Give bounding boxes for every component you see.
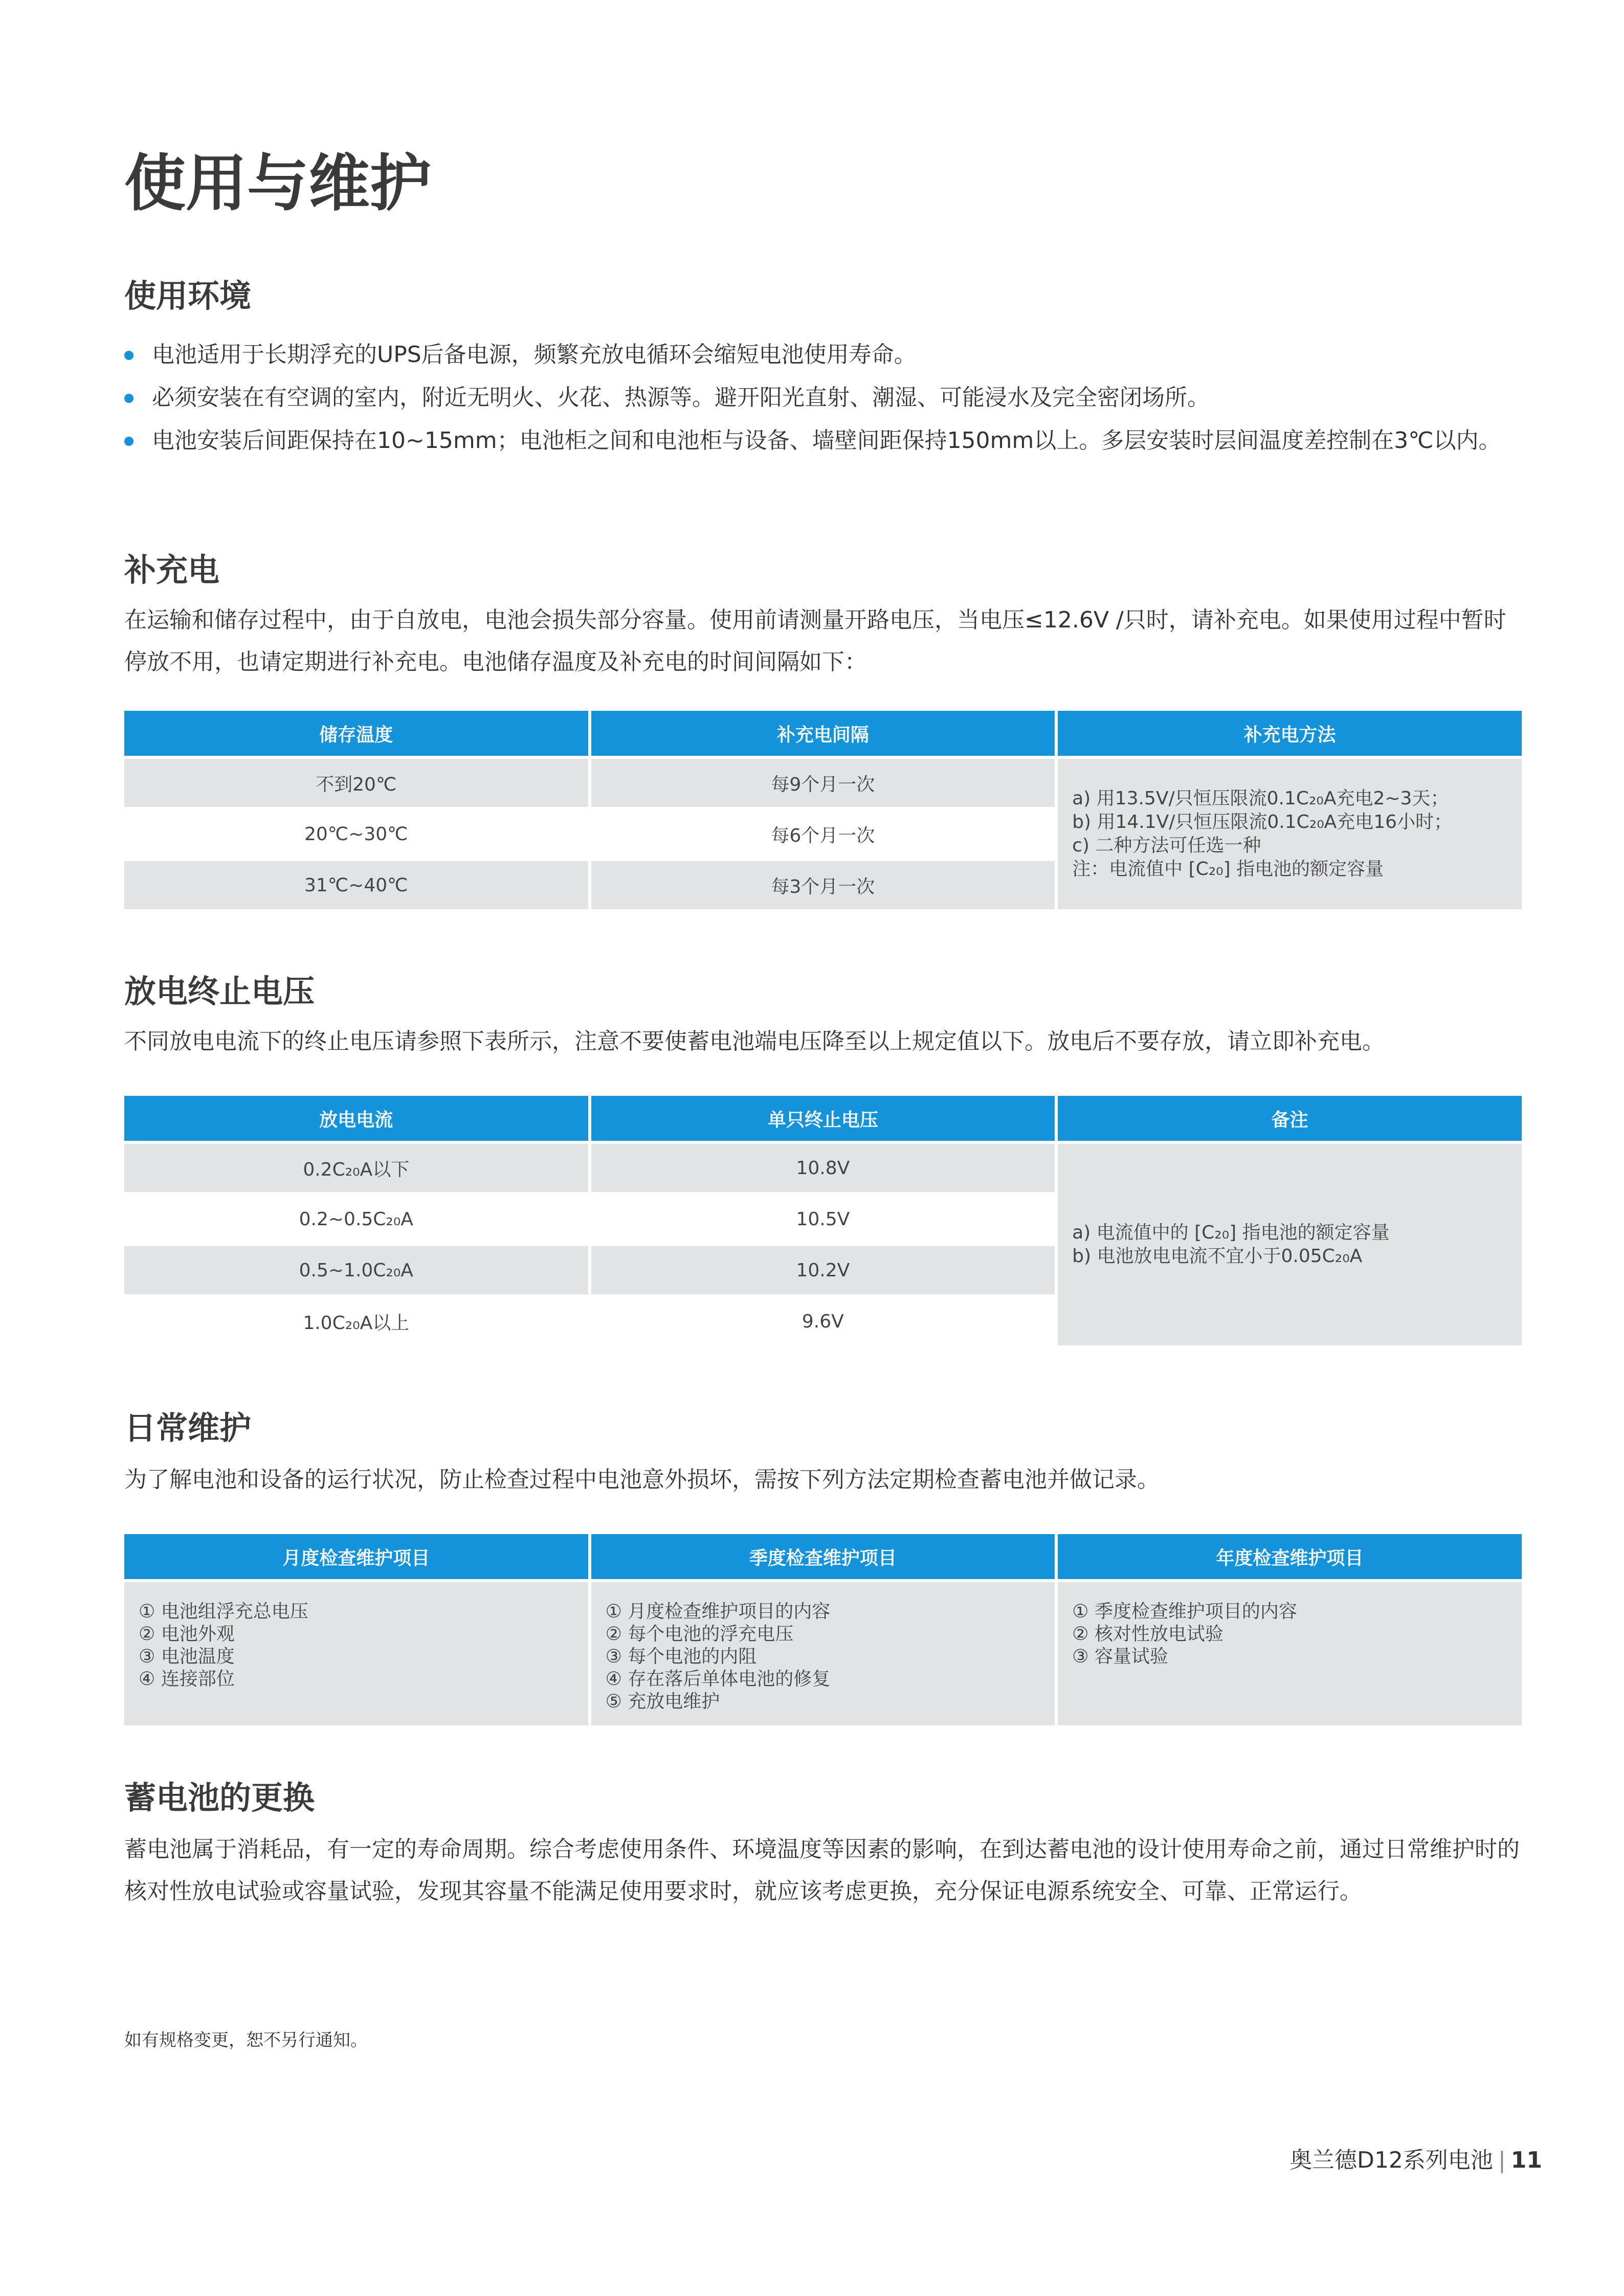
table-row	[124, 759, 1522, 810]
list-item: ④ 存在落后单体电池的修复	[605, 1669, 831, 1690]
quarterly-items-cell	[591, 1582, 1055, 1728]
charge-table	[121, 711, 1525, 912]
section-heading-replace: 蓄电池的更换	[124, 1779, 315, 1816]
list-item: ④ 连接部位	[139, 1669, 235, 1690]
env-bullet-list	[124, 333, 1528, 462]
bullet-item: 电池适用于长期浮充的UPS后备电源，频繁充放电循环会缩短电池使用寿命。	[124, 333, 1528, 376]
table-cell: 10.5V	[591, 1195, 1055, 1246]
method-line: a) 用13.5V/只恒压限流0.1C₂₀A充电2~3天；	[1072, 788, 1449, 809]
charge-method-cell	[1058, 759, 1522, 912]
method-line: c) 二种方法可任选一种	[1072, 835, 1261, 856]
list-item: ② 电池外观	[139, 1624, 235, 1645]
discharge-table	[121, 1096, 1525, 1348]
table-cell: 每6个月一次	[591, 810, 1055, 861]
footer-separator: |	[1498, 2147, 1506, 2173]
list-item: ① 电池组浮充总电压	[139, 1601, 308, 1622]
table-row	[124, 1582, 1522, 1728]
section-heading-charge: 补充电	[124, 551, 220, 589]
table-header: 备注	[1058, 1096, 1522, 1144]
table-cell: 31℃~40℃	[124, 861, 588, 912]
list-item: ⑤ 充放电维护	[605, 1691, 720, 1712]
footnote: 如有规格变更，恕不另行通知。	[124, 2030, 368, 2051]
yearly-items-cell	[1058, 1582, 1522, 1728]
table-cell: 不到20℃	[124, 759, 588, 810]
table-cell: 0.5~1.0C₂₀A	[124, 1246, 588, 1297]
section-heading-maintain: 日常维护	[124, 1409, 252, 1447]
list-item: ② 核对性放电试验	[1072, 1624, 1223, 1645]
list-item: ③ 电池温度	[139, 1646, 235, 1667]
table-cell: 每3个月一次	[591, 861, 1055, 912]
table-row	[124, 1144, 1522, 1195]
page-title: 使用与维护	[124, 148, 431, 219]
table-cell: 1.0C₂₀A以上	[124, 1297, 588, 1348]
maintain-paragraph: 为了解电池和设备的运行状况，防止检查过程中电池意外损坏，需按下列方法定期检查蓄电池并做记录。	[124, 1467, 1160, 1493]
page-footer	[1289, 2142, 1542, 2174]
table-header: 年度检查维护项目	[1058, 1534, 1522, 1582]
table-cell: 0.2C₂₀A以下	[124, 1144, 588, 1195]
table-header: 单只终止电压	[591, 1096, 1055, 1144]
section-heading-env: 使用环境	[124, 277, 252, 314]
table-header: 月度检查维护项目	[124, 1534, 588, 1582]
table-cell: 20℃~30℃	[124, 810, 588, 861]
charge-paragraph: 在运输和储存过程中，由于自放电，电池会损失部分容量。使用前请测量开路电压，当电压≤12.6V /只时，请补充电。如果使用过程中暂时停放不用，也请定期进行补充电。电池储存温度及补充电的时间间隔如下：	[124, 607, 1506, 675]
discharge-remarks-cell	[1058, 1144, 1522, 1348]
method-line: 注：电流值中 [C₂₀] 指电池的额定容量	[1072, 859, 1384, 880]
list-item: ① 季度检查维护项目的内容	[1072, 1601, 1297, 1622]
table-header: 补充电间隔	[591, 711, 1055, 759]
maintain-table	[121, 1534, 1525, 1728]
section-heading-discharge: 放电终止电压	[124, 973, 315, 1010]
page-number: 11	[1510, 2147, 1542, 2173]
table-header: 季度检查维护项目	[591, 1534, 1055, 1582]
bullet-item: 必须安装在有空调的室内，附近无明火、火花、热源等。避开阳光直射、潮湿、可能浸水及完全密闭场所。	[124, 376, 1528, 419]
table-header: 储存温度	[124, 711, 588, 759]
table-cell: 每9个月一次	[591, 759, 1055, 810]
remark-line: b) 电池放电电流不宜小于0.05C₂₀A	[1072, 1246, 1363, 1267]
method-line: b) 用14.1V/只恒压限流0.1C₂₀A充电16小时；	[1072, 812, 1453, 832]
table-cell: 0.2~0.5C₂₀A	[124, 1195, 588, 1246]
table-cell: 9.6V	[591, 1297, 1055, 1348]
list-item: ③ 容量试验	[1072, 1646, 1168, 1667]
table-cell: 10.8V	[591, 1144, 1055, 1195]
table-header: 放电电流	[124, 1096, 588, 1144]
product-name: 奥兰德D12系列电池	[1289, 2147, 1493, 2173]
bullet-item: 电池安装后间距保持在10~15mm；电池柜之间和电池柜与设备、墙壁间距保持150mm以上。多层安装时层间温度差控制在3℃以内。	[124, 419, 1528, 462]
replace-paragraph: 蓄电池属于消耗品，有一定的寿命周期。综合考虑使用条件、环境温度等因素的影响，在到达蓄电池的设计使用寿命之前，通过日常维护时的核对性放电试验或容量试验，发现其容量不能满足使用要求时，就应该考虑更换，充分保证电源系统安全、可靠、正常运行。	[124, 1836, 1520, 1904]
list-item: ② 每个电池的浮充电压	[605, 1624, 794, 1645]
list-item: ① 月度检查维护项目的内容	[605, 1601, 831, 1622]
monthly-items-cell	[124, 1582, 588, 1728]
discharge-paragraph: 不同放电电流下的终止电压请参照下表所示，注意不要使蓄电池端电压降至以上规定值以下。放电后不要存放，请立即补充电。	[124, 1028, 1385, 1054]
table-cell: 10.2V	[591, 1246, 1055, 1297]
table-header: 补充电方法	[1058, 711, 1522, 759]
remark-line: a) 电流值中的 [C₂₀] 指电池的额定容量	[1072, 1222, 1390, 1243]
list-item: ③ 每个电池的内阻	[605, 1646, 757, 1667]
